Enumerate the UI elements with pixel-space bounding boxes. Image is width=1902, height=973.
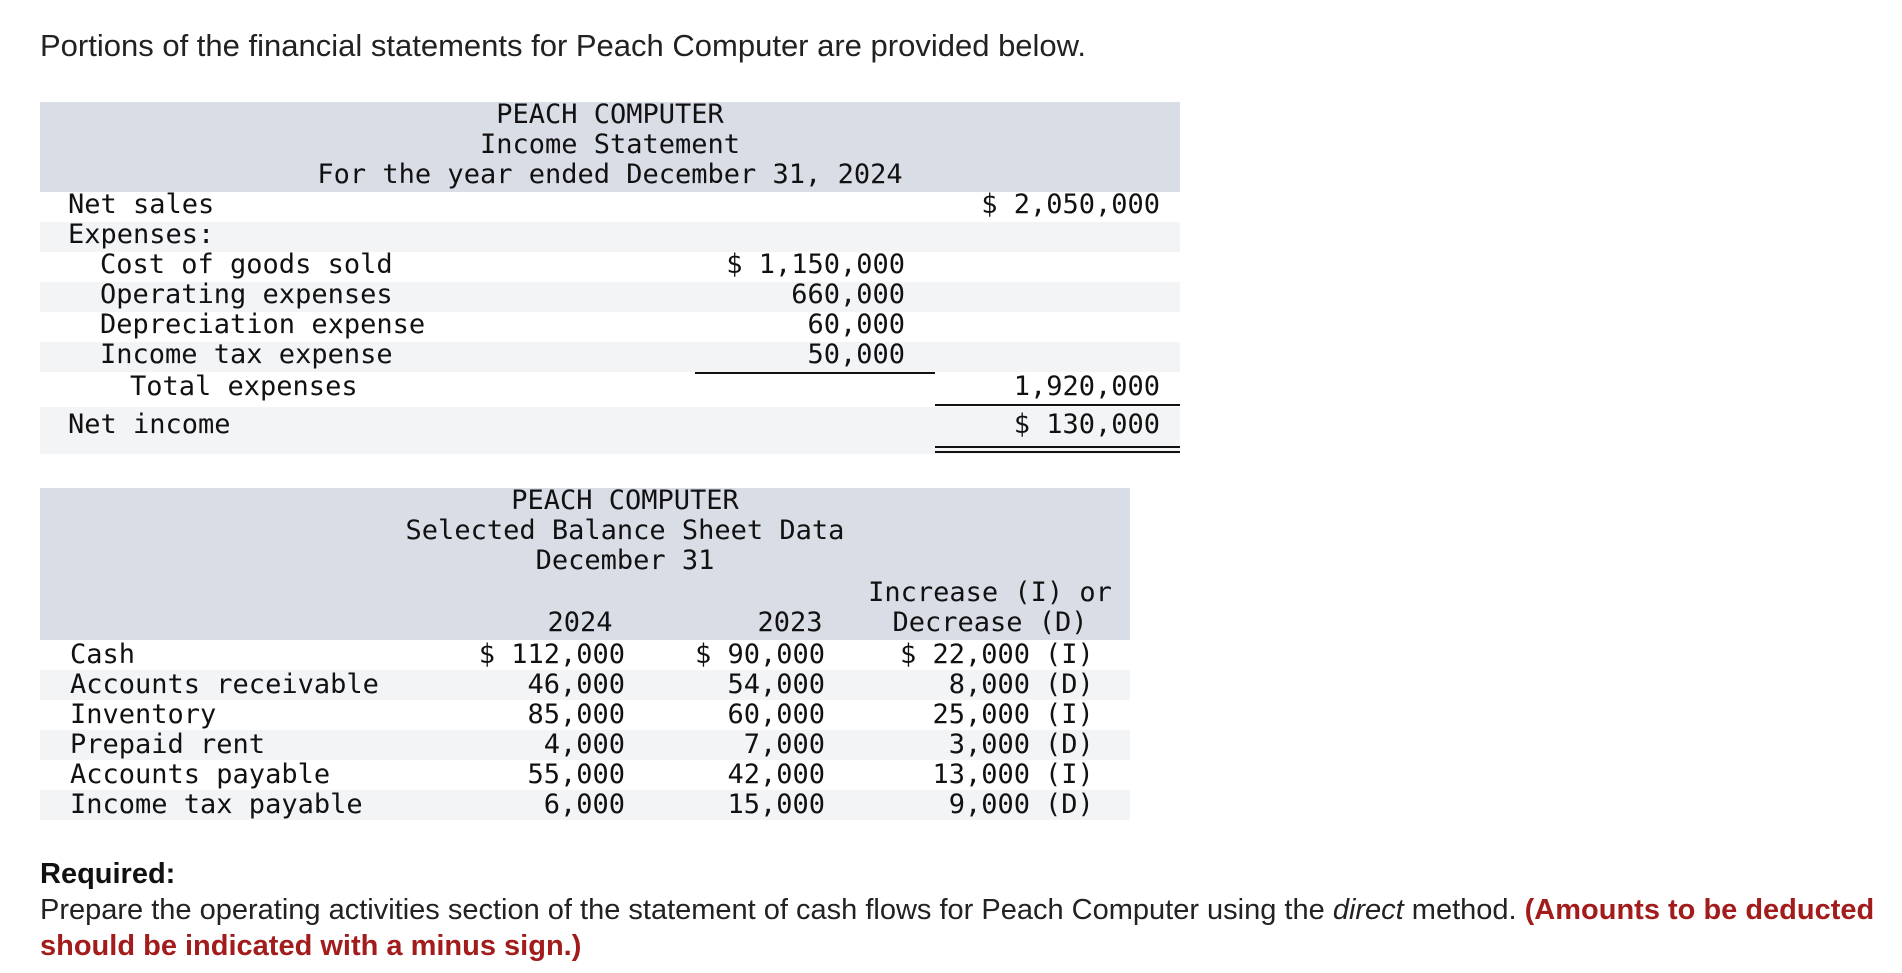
expense-value-depreciation: 60,000 — [807, 309, 905, 340]
balance-row-2024: 46,000 — [527, 669, 625, 700]
balance-row-change: 3,000 — [948, 729, 1030, 760]
balance-row-label: Accounts payable — [70, 759, 331, 790]
expense-label-income-tax: Income tax expense — [100, 339, 393, 370]
expense-label-depreciation: Depreciation expense — [100, 309, 426, 340]
column-header-change-2: Decrease (D) — [892, 607, 1088, 638]
balance-row-change: 8,000 — [948, 669, 1030, 700]
balance-row-label: Prepaid rent — [70, 729, 266, 760]
intro-text: Portions of the financial statements for Peach Computer are provided below. — [40, 28, 1086, 63]
expense-value-operating: 660,000 — [791, 279, 905, 310]
balance-row-2023: 54,000 — [727, 669, 825, 700]
net-income-label: Net income — [68, 409, 231, 440]
balance-row-2023: 60,000 — [727, 699, 825, 730]
balance-sheet-title: Selected Balance Sheet Data — [405, 515, 845, 546]
balance-row-flag: (D) — [1045, 729, 1094, 760]
column-header-2023: 2023 — [757, 607, 823, 638]
balance-row-change: $ 22,000 — [899, 639, 1030, 670]
balance-row-flag: (I) — [1045, 699, 1094, 730]
required-section — [40, 856, 1890, 964]
balance-row-2023: 15,000 — [727, 789, 825, 820]
column-header-2024: 2024 — [547, 607, 613, 638]
balance-row-2024: 55,000 — [527, 759, 625, 790]
balance-sheet-company: PEACH COMPUTER — [511, 485, 739, 516]
required-heading: Required: — [40, 858, 176, 890]
expense-label-operating: Operating expenses — [100, 279, 393, 310]
balance-row-2024: 85,000 — [527, 699, 625, 730]
balance-row-label: Inventory — [70, 699, 217, 730]
balance-row-change: 25,000 — [932, 699, 1030, 730]
balance-row-label: Cash — [70, 639, 136, 670]
subtotal-underline — [695, 372, 935, 374]
net-income-double-underline — [935, 446, 1180, 453]
balance-row-2023: $ 90,000 — [694, 639, 825, 670]
total-underline — [935, 404, 1180, 406]
income-statement-period: For the year ended December 31, 2024 — [317, 159, 903, 190]
income-statement-table — [40, 99, 1180, 454]
expenses-label: Expenses: — [68, 219, 215, 250]
required-text-italic: direct — [1332, 894, 1404, 926]
balance-row-change: 9,000 — [948, 789, 1030, 820]
balance-row-flag: (D) — [1045, 789, 1094, 820]
income-statement-company: PEACH COMPUTER — [496, 99, 724, 130]
balance-row-label: Accounts receivable — [70, 669, 379, 700]
balance-row-label: Income tax payable — [70, 789, 363, 820]
required-note: (Amounts to be deducted should be indicated with a minus sign.) — [40, 894, 1875, 962]
expense-label-cogs: Cost of goods sold — [100, 249, 393, 280]
required-text-before: Prepare the operating activities section of the statement of cash flows for Peach Computer using the — [40, 894, 1333, 926]
balance-row-2023: 42,000 — [727, 759, 825, 790]
balance-row-flag: (I) — [1045, 759, 1094, 790]
income-statement-title: Income Statement — [479, 129, 741, 160]
balance-row-2023: 7,000 — [743, 729, 825, 760]
net-sales-label: Net sales — [68, 189, 215, 220]
balance-sheet-table — [40, 485, 1130, 823]
balance-row-2024: 4,000 — [543, 729, 625, 760]
total-expenses-label: Total expenses — [130, 371, 358, 402]
balance-row-2024: $ 112,000 — [478, 639, 625, 670]
total-expenses-value: 1,920,000 — [1013, 371, 1160, 402]
balance-row-flag: (I) — [1045, 639, 1094, 670]
net-sales-value: $ 2,050,000 — [981, 189, 1160, 220]
balance-row-2024: 6,000 — [543, 789, 625, 820]
balance-row-flag: (D) — [1045, 669, 1094, 700]
balance-sheet-date: December 31 — [535, 545, 715, 576]
expense-value-income-tax: 50,000 — [807, 339, 905, 370]
required-text-after: method. — [1403, 894, 1525, 926]
expense-value-cogs: $ 1,150,000 — [726, 249, 905, 280]
balance-row-change: 13,000 — [932, 759, 1030, 790]
net-income-value: $ 130,000 — [1013, 409, 1160, 440]
column-header-change-1: Increase (I) or — [868, 577, 1112, 608]
